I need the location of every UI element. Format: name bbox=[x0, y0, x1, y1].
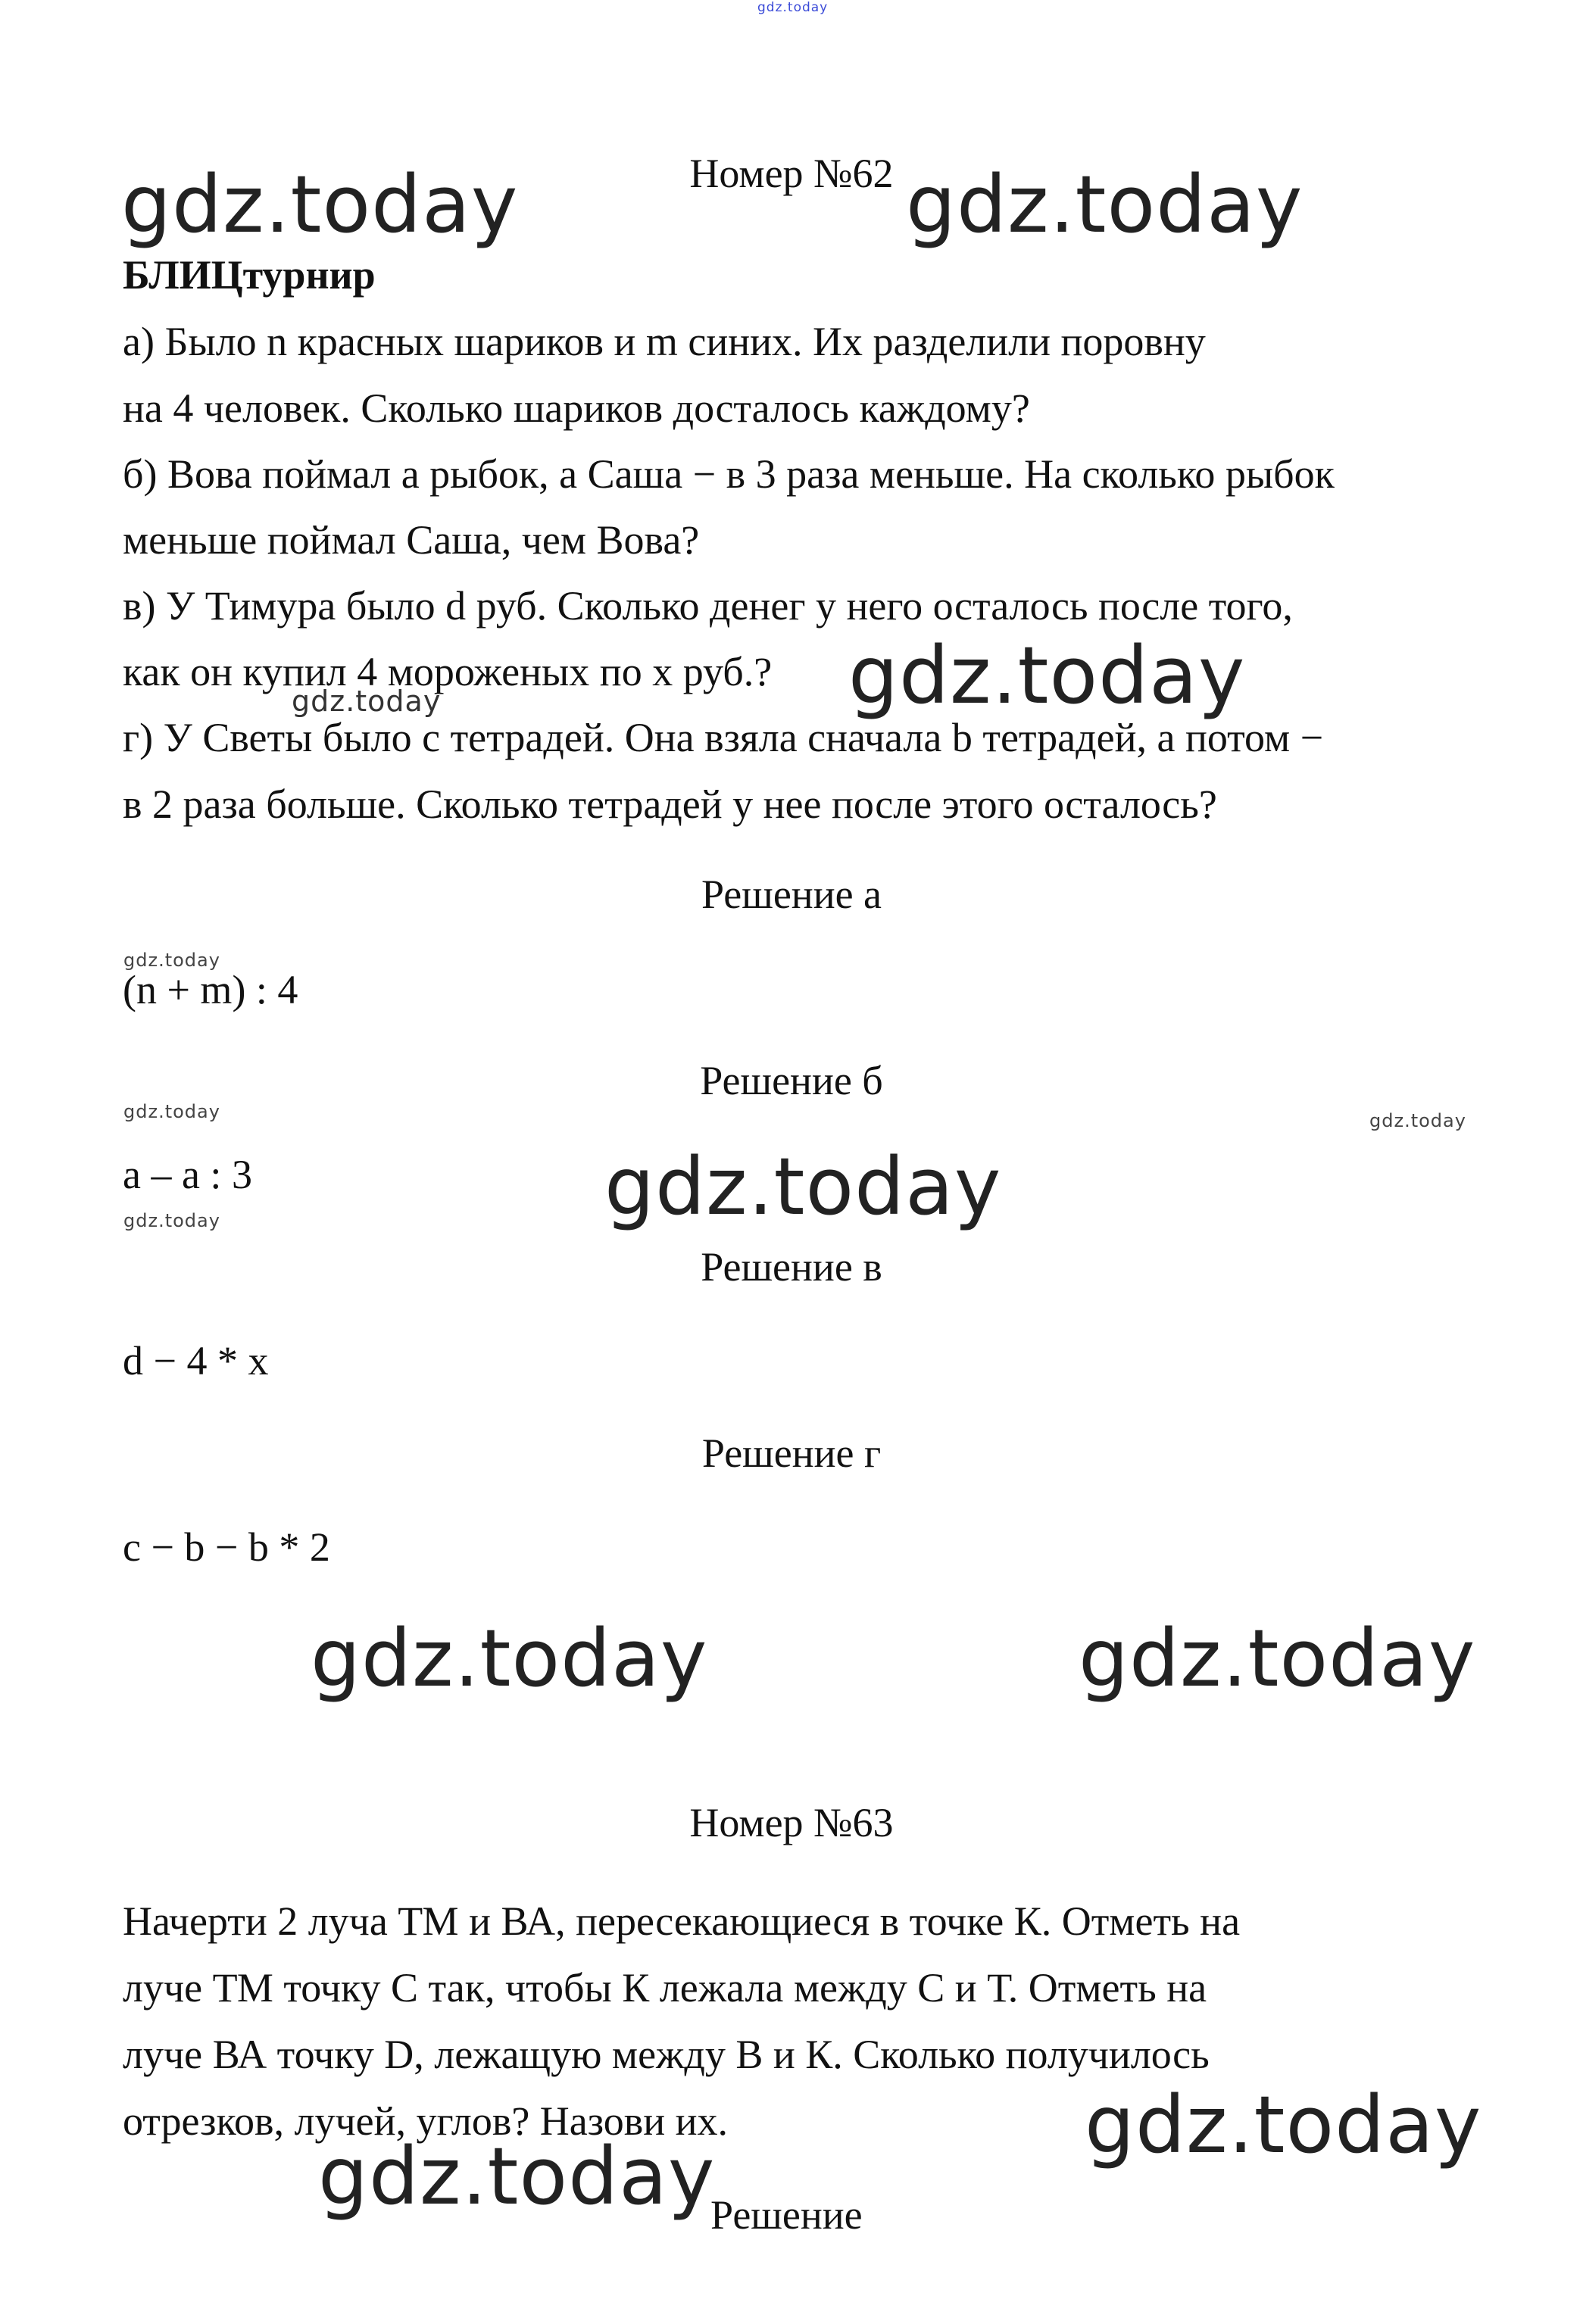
task62-title: Номер №62 bbox=[689, 151, 894, 196]
task63-line: луче ВА точку D, лежащую между В и К. Сколько получилось bbox=[123, 2032, 1210, 2077]
task62-line: в 2 раза больше. Сколько тетрадей у нее после этого осталось? bbox=[123, 781, 1217, 827]
watermark-large: gdz.today bbox=[604, 1140, 1002, 1233]
watermark-small: gdz.today bbox=[1369, 1110, 1466, 1131]
solution-answer: (n + m) : 4 bbox=[123, 967, 298, 1012]
watermark-large: gdz.today bbox=[1079, 1612, 1476, 1705]
task63-line: Начерти 2 луча ТМ и ВА, пересекающиеся в точке К. Отметь на bbox=[123, 1898, 1241, 1944]
watermark-small: gdz.today bbox=[123, 950, 220, 971]
solution-label: Решение б bbox=[700, 1058, 883, 1103]
task63-line: отрезков, лучей, углов? Назови их. bbox=[123, 2098, 729, 2144]
task62-line: в) У Тимура было d руб. Сколько денег у него осталось после того, bbox=[123, 583, 1293, 629]
solution-answer: a – a : 3 bbox=[123, 1152, 252, 1197]
watermark-large: gdz.today bbox=[1085, 2079, 1482, 2171]
task63-line: луче ТМ точку С так, чтобы К лежала между С и Т. Отметь на bbox=[123, 1965, 1207, 2010]
solution-label: Решение г bbox=[701, 1430, 882, 1476]
task63-solution-label: Решение bbox=[710, 2192, 863, 2238]
watermark-large: gdz.today bbox=[311, 1612, 708, 1705]
watermark-large: gdz.today bbox=[121, 158, 519, 251]
solution-answer: d − 4 * x bbox=[123, 1338, 269, 1383]
watermark-large: gdz.today bbox=[906, 158, 1304, 251]
task62-line: б) Вова поймал а рыбок, а Саша − в 3 раза меньше. На сколько рыбок bbox=[123, 451, 1335, 497]
task62-line: а) Было n красных шариков и m синих. Их разделили поровну bbox=[123, 319, 1206, 364]
solution-label: Решение в bbox=[701, 1244, 882, 1290]
watermark-top: gdz.today bbox=[757, 0, 829, 15]
solution-answer: c − b − b * 2 bbox=[123, 1524, 330, 1570]
solution-label: Решение а bbox=[701, 872, 882, 917]
watermark-medium: gdz.today bbox=[292, 685, 442, 718]
task62-line: как он купил 4 мороженых по х руб.? bbox=[123, 649, 773, 694]
watermark-large: gdz.today bbox=[318, 2130, 716, 2223]
task62-line: г) У Светы было с тетрадей. Она взяла сначала b тетрадей, а потом − bbox=[123, 715, 1324, 760]
task63-title: Номер №63 bbox=[689, 1800, 894, 1845]
task62-line: меньше поймал Саша, чем Вова? bbox=[123, 517, 700, 563]
watermark-small: gdz.today bbox=[123, 1101, 220, 1122]
watermark-large: gdz.today bbox=[848, 629, 1246, 722]
watermark-small: gdz.today bbox=[123, 1210, 220, 1231]
task62-heading: БЛИЦтурнир bbox=[123, 252, 376, 298]
task62-line: на 4 человек. Сколько шариков досталось каждому? bbox=[123, 385, 1030, 431]
